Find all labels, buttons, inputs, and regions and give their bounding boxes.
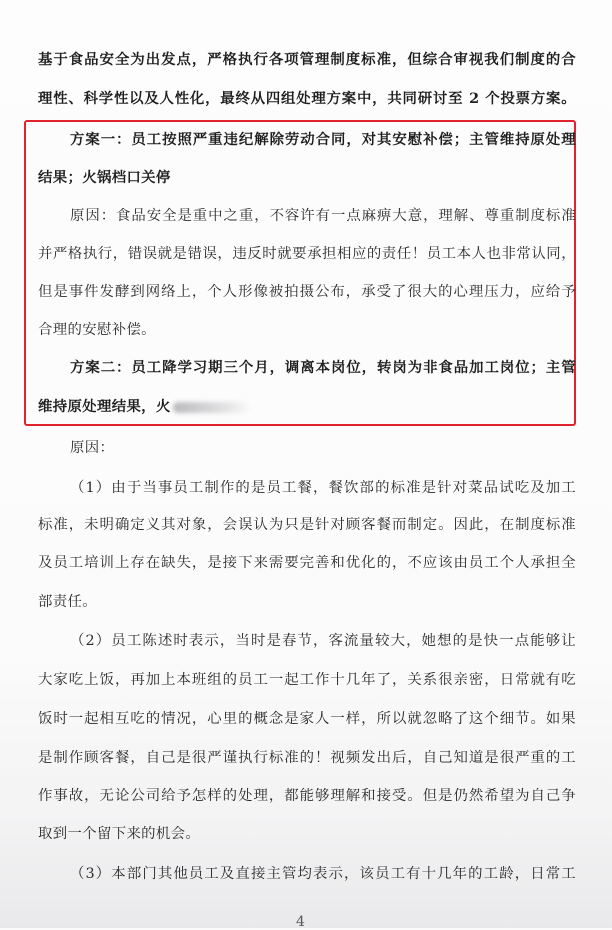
point1-line: 及员工培训上存在缺失，是接下来需要完善和优化的，不应该由员工个人承担全 — [38, 555, 576, 571]
intro-line: 基于食品安全为出发点，严格执行各项管理制度标准，但综合审视我们制度的合 — [38, 51, 576, 68]
point3-line: （3）本部门其他员工及直接主管均表示，该员工有十几年的工龄，日常工 — [70, 866, 576, 882]
reason1-line: 合理的安慰补偿。 — [38, 322, 156, 338]
point2-line: （2）员工陈述时表示，当时是春节，客流量较大，她想的是快一点能够让 — [70, 633, 576, 649]
highlight-box — [24, 120, 576, 426]
point1-line: （1）由于当事员工制作的是员工餐，餐饮部的标准是针对菜品试吃及加工 — [70, 480, 576, 496]
point2-line: 作事故，无论公司给予怎样的处理，都能够理解和接受。但是仍然希望为自己争 — [38, 788, 576, 804]
plan2-text: 维持原处理结果，火 — [38, 398, 171, 415]
plan2-line: 方案二：员工降学习期三个月，调离本岗位，转岗为非食品加工岗位；主管 — [70, 359, 576, 376]
point1-line: 标准，未明确定义其对象，会误认为只是针对顾客餐而制定。因此，在制度标准 — [38, 517, 576, 533]
point1-line: 部责任。 — [38, 594, 97, 610]
point2-line: 大家吃上饭，再加上本班组的员工一起工作十几年了，关系很亲密，日常就有吃 — [38, 672, 576, 688]
redaction-blur — [173, 402, 251, 413]
reason1-line: 并严格执行，错误就是错误，违反时就要承担相应的责任！员工本人也非常认同， — [38, 246, 576, 262]
reason1-line: 原因：食品安全是重中之重，不容许有一点麻痹大意，理解、尊重制度标准 — [70, 208, 576, 224]
plan2-line — [38, 397, 576, 417]
point2-line: 饭时一起相互吃的情况，心里的概念是家人一样，所以就忽略了这个细节。如果 — [38, 711, 576, 727]
intro-line: 理性、科学性以及人性化，最终从四组处理方案中，共同研讨至 2 个投票方案。 — [38, 90, 576, 107]
plan1-line: 结果；火锅档口关停 — [38, 169, 171, 186]
point2-line: 是制作顾客餐，自己是很严谨执行标准的！视频发出后，自己知道是很严重的工 — [38, 750, 576, 766]
point2-line: 取到一个留下来的机会。 — [38, 826, 201, 842]
page-number: 4 — [296, 914, 305, 930]
reason1-line: 但是事件发酵到网络上，个人形像被拍摄公布，承受了很大的心理压力，应给予 — [38, 284, 576, 300]
reason-heading: 原因： — [70, 440, 115, 456]
plan1-line: 方案一：员工按照严重违纪解除劳动合同，对其安慰补偿；主管维持原处理 — [70, 131, 576, 148]
